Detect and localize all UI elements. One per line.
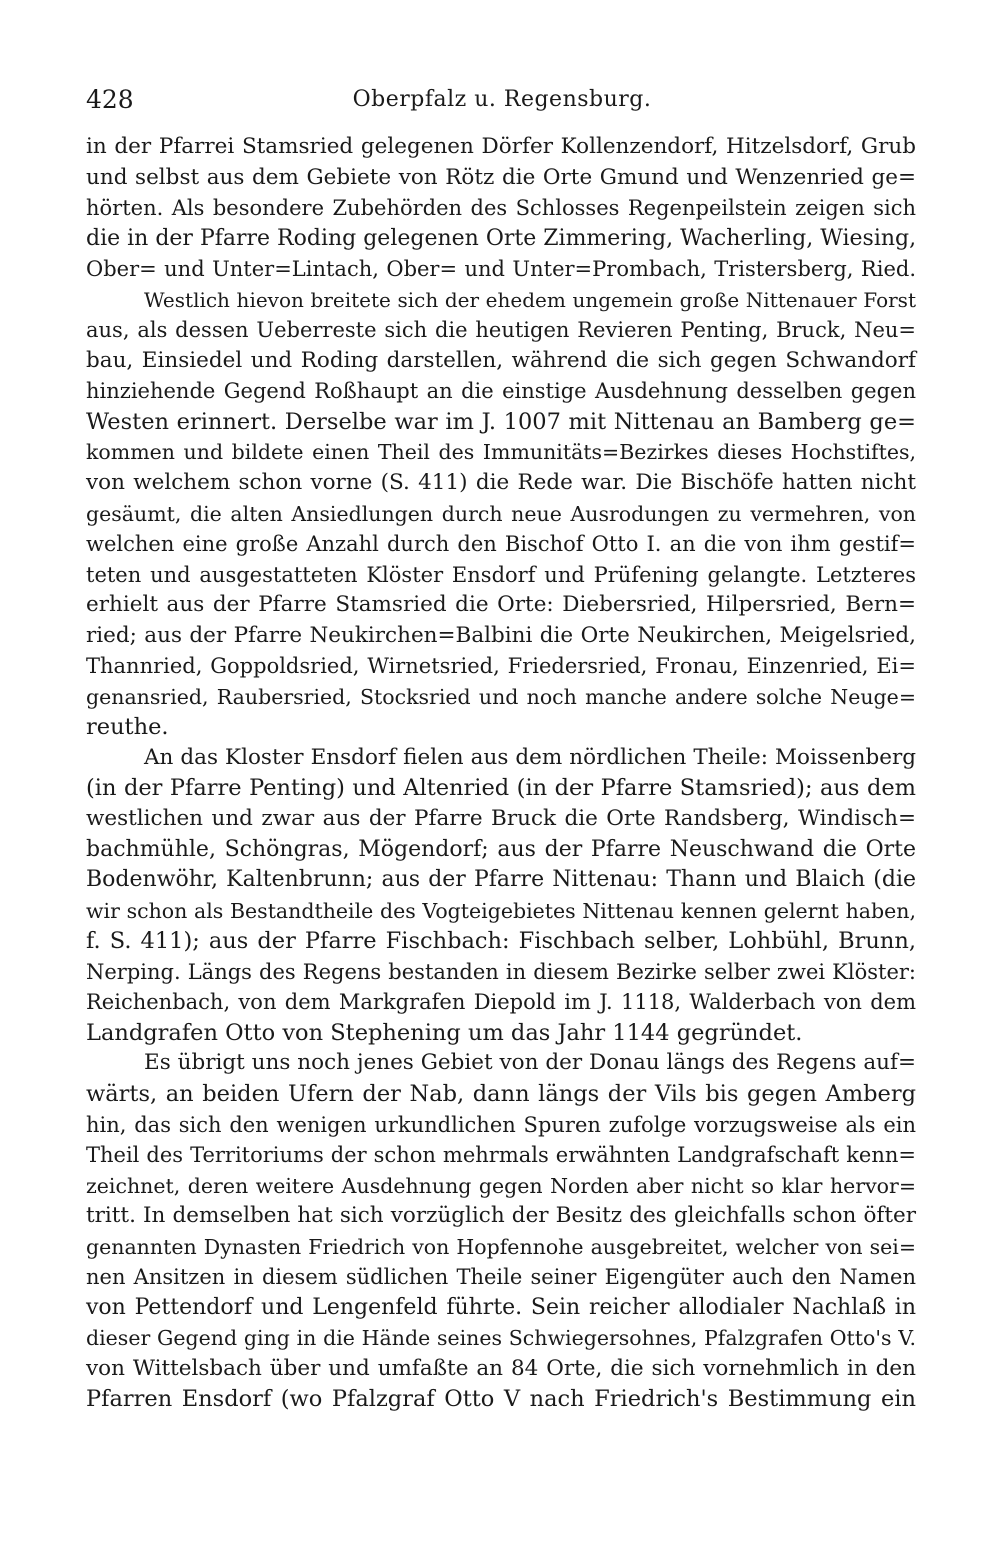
text-line: Ober= und Unter=Lintach, Ober= und Unter=Prombach, Tristersberg, Ried. [86,257,916,282]
text-line: bau, Einsiedel und Roding darstellen, während die sich gegen Schwandorf [86,347,916,373]
paragraph [86,285,916,743]
text-line: teten und ausgestatteten Klöster Ensdorf und Prüfening gelangte. Letzteres [86,562,916,587]
text-line: f. S. 411); aus der Pfarre Fischbach: Fischbach selber, Lohbühl, Brunn, [86,928,916,955]
text-line: Landgrafen Otto von Stephening um das Jahr 1144 gegründet. [86,1019,803,1046]
text-line: nen Ansitzen in diesem südlichen Theile seiner Eigengüter auch den Namen [86,1265,916,1290]
text-line: welchen eine große Anzahl durch den Bischof Otto I. an die von ihm gestif= [86,532,916,557]
text-line: zeichnet, deren weitere Ausdehnung gegen Norden aber nicht so klar hervor= [86,1173,916,1198]
text-line: gesäumt, die alten Ansiedlungen durch neue Ausrodungen zu vermehren, von [86,501,916,526]
text-line: dieser Gegend ging in die Hände seines Schwiegersohnes, Pfalzgrafen Otto's V. [86,1326,916,1351]
text-line: kommen und bildete einen Theil des Immunitäts=Bezirkes dieses Hochstiftes, [86,440,916,465]
text-line: von Wittelsbach über und umfaßte an 84 Orte, die sich vornehmlich in den [86,1355,916,1381]
text-line: genansried, Raubersried, Stocksried und noch manche andere solche Neuge= [86,684,916,709]
text-line: aus, als dessen Ueberreste sich die heutigen Revieren Penting, Bruck, Neu= [86,318,916,343]
text-line: tritt. In demselben hat sich vorzüglich der Besitz des gleichfalls schon öfter [86,1203,916,1229]
text-line: ried; aus der Pfarre Neukirchen=Balbini die Orte Neukirchen, Meigelsried, [86,622,916,648]
text-line: von Pettendorf und Lengenfeld führte. Sein reicher allodialer Nachlaß in [86,1294,916,1320]
text-line: erhielt aus der Pfarre Stamsried die Orte: Diebersried, Hilpersried, Bern= [86,592,916,618]
text-line: wärts, an beiden Ufern der Nab, dann längs der Vils bis gegen Amberg [86,1080,916,1107]
text-line: Bodenwöhr, Kaltenbrunn; aus der Pfarre Nittenau: Thann und Blaich (die [86,867,916,893]
text-line: bachmühle, Schöngras, Mögendorf; aus der Pfarre Neuschwand die Orte [86,836,916,862]
text-line: Westlich hievon breitete sich der ehedem ungemein große Nittenauer Forst [144,287,916,312]
body-text [86,132,916,1415]
text-line: hörten. Als besondere Zubehörden des Schlosses Regenpeilstein zeigen sich [86,196,916,221]
text-line: Nerping. Längs des Regens bestanden in diesem Bezirke selber zwei Klöster: [86,959,916,984]
running-title: Oberpfalz u. Regensburg. [352,87,652,112]
text-line: Reichenbach, von dem Markgrafen Diepold im J. 1118, Walderbach von dem [86,990,916,1015]
text-line: Thannried, Goppoldsried, Wirnetsried, Friedersried, Fronau, Einzenried, Ei= [86,654,916,679]
paragraph [86,743,916,1048]
text-line: Theil des Territoriums der schon mehrmals erwähnten Landgrafschaft kenn= [86,1143,916,1168]
text-line: genannten Dynasten Friedrich von Hopfennohe ausgebreitet, welcher von sei= [86,1234,916,1259]
paragraph [86,132,916,285]
text-line: wir schon als Bestandtheile des Vogteigebietes Nittenau kennen gelernt haben, [86,898,916,923]
text-line: (in der Pfarre Penting) und Altenried (in der Pfarre Stamsried); aus dem [86,775,916,802]
page-header [86,80,918,120]
text-line: von welchem schon vorne (S. 411) die Rede war. Die Bischöfe hatten nicht [86,470,916,496]
page-number: 428 [86,85,134,114]
text-line: die in der Pfarre Roding gelegenen Orte Zimmering, Wacherling, Wiesing, [86,225,917,251]
text-line: in der Pfarrei Stamsried gelegenen Dörfer Kollenzendorf, Hitzelsdorf, Grub [86,134,916,159]
text-line: hin, das sich den wenigen urkundlichen Spuren zufolge vorzugsweise als ein [86,1112,916,1137]
text-line: und selbst aus dem Gebiete von Rötz die Orte Gmund und Wenzenried ge= [86,164,916,190]
text-line: Es übrigt uns noch jenes Gebiet von der Donau längs des Regens auf= [144,1050,916,1076]
text-line: westlichen und zwar aus der Pfarre Bruck die Orte Randsberg, Windisch= [86,806,916,832]
text-line: reuthe. [86,714,169,741]
text-line: Pfarren Ensdorf (wo Pfalzgraf Otto V nach Friedrich's Bestimmung ein [86,1386,916,1413]
text-line: hinziehende Gegend Roßhaupt an die einstige Ausdehnung desselben gegen [86,379,916,404]
text-line: An das Kloster Ensdorf fielen aus dem nördlichen Theile: Moissenberg [144,744,916,770]
text-line: Westen erinnert. Derselbe war im J. 1007 mit Nittenau an Bamberg ge= [86,408,916,435]
paragraph [86,1048,916,1415]
